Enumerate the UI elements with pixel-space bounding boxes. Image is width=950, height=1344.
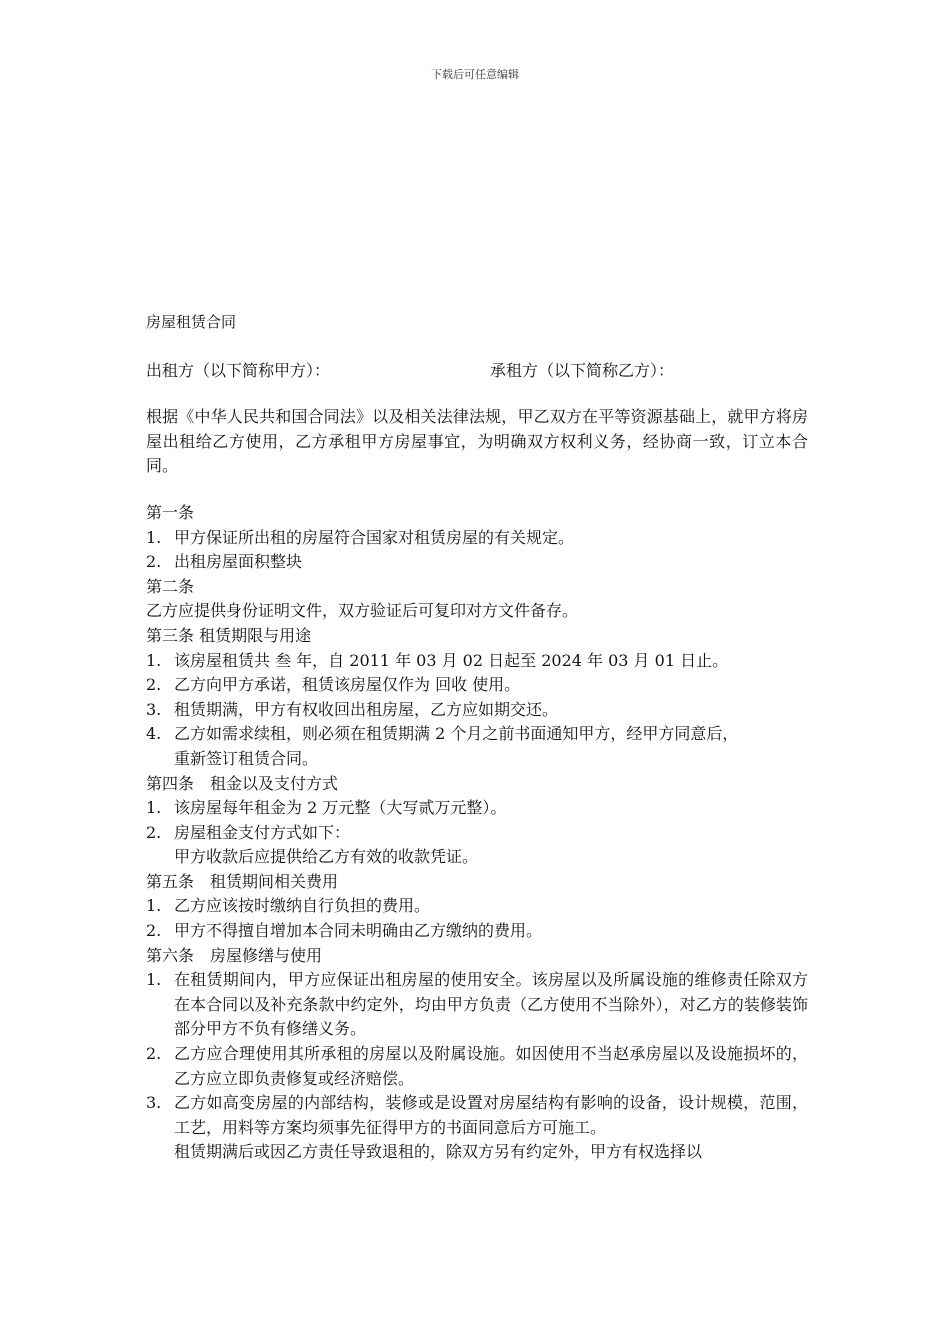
item-number: 3. (146, 1093, 162, 1113)
article-1-heading: 第一条 (146, 502, 195, 522)
article-5-item (146, 894, 808, 919)
intro-paragraph: 根据《中华人民共和国合同法》以及相关法律法规，甲乙双方在平等资源基础上，就甲方将房屋出租给乙方使用，乙方承租甲方房屋事宜，为明确双方权利义务，经协商一致，订立本合同。 (146, 407, 808, 476)
item-number: 1. (146, 527, 162, 547)
article-5-heading: 第五条 租赁期间相关费用 (146, 871, 339, 891)
item-text: 出租房屋面积整块 (174, 552, 303, 572)
article-6-item (146, 1042, 808, 1091)
item-text: 乙方应合理使用其所承租的房屋以及附属设施。如因使用不当赵承房屋以及设施损坏的，乙方应立即负责修复或经济赔偿。 (174, 1044, 808, 1088)
article-4-item (146, 821, 808, 846)
item-text: 甲方不得擅自增加本合同未明确由乙方缴纳的费用。 (174, 921, 543, 941)
lessor-label: 出租方（以下简称甲方）： (146, 360, 331, 380)
item-number: 1. (146, 798, 162, 818)
article-3-item (146, 698, 808, 723)
item-number: 4. (146, 724, 162, 744)
article-2-heading: 第二条 (146, 576, 195, 596)
article-3-item (146, 649, 808, 674)
item-number: 3. (146, 699, 162, 719)
article-3-item (146, 673, 808, 698)
item-text: 租赁期满，甲方有权收回出租房屋，乙方应如期交还。 (174, 699, 559, 719)
document-title: 房屋租赁合同 (146, 313, 237, 331)
contract-document (146, 310, 808, 1165)
article-2-text: 乙方应提供身份证明文件，双方验证后可复印对方文件备存。 (146, 601, 579, 621)
article-3-continuation: 重新签订租赁合同。 (174, 748, 319, 768)
item-number: 2. (146, 675, 162, 695)
article-3-item (146, 722, 808, 747)
article-6-continuation: 租赁期满后或因乙方责任导致退租的，除双方另有约定外，甲方有权选择以 (174, 1142, 703, 1162)
article-1-item (146, 526, 808, 551)
article-6-item (146, 968, 808, 1042)
item-text: 房屋租金支付方式如下： (174, 822, 351, 842)
article-6-heading: 第六条 房屋修缮与使用 (146, 945, 323, 965)
item-text: 该房屋每年租金为 2 万元整（大写贰万元整）。 (174, 798, 507, 818)
article-4-continuation: 甲方收款后应提供给乙方有效的收款凭证。 (174, 847, 479, 867)
article-4-item (146, 796, 808, 821)
item-text: 该房屋租赁共 叁 年，自 2011 年 03 月 02 日起至 2024 年 03 月 01 日止。 (174, 650, 729, 670)
item-number: 1. (146, 970, 162, 990)
item-number: 1. (146, 896, 162, 916)
lessee-label: 承租方（以下简称乙方）： (490, 360, 675, 380)
item-number: 2. (146, 822, 162, 842)
item-number: 1. (146, 650, 162, 670)
article-3-heading: 第三条 租赁期限与用途 (146, 625, 312, 645)
article-5-item (146, 919, 808, 944)
item-text: 乙方应该按时缴纳自行负担的费用。 (174, 896, 431, 916)
item-text: 乙方如需求续租，则必须在租赁期满 2 个月之前书面通知甲方，经甲方同意后， (174, 724, 739, 744)
item-number: 2. (146, 552, 162, 572)
item-text: 乙方向甲方承诺，租赁该房屋仅作为 回收 使用。 (174, 675, 521, 695)
item-number: 2. (146, 921, 162, 941)
item-text: 在租赁期间内，甲方应保证出租房屋的使用安全。该房屋以及所属设施的维修责任除双方在本合同以及补充条款中约定外，均由甲方负责（乙方使用不当除外），对乙方的装修装饰部分甲方不负有修缮义务。 (174, 970, 808, 1039)
parties-line (146, 359, 808, 384)
article-4-heading: 第四条 租金以及支付方式 (146, 773, 339, 793)
item-text: 甲方保证所出租的房屋符合国家对租赁房屋的有关规定。 (174, 527, 575, 547)
article-1-item (146, 550, 808, 575)
item-number: 2. (146, 1044, 162, 1064)
article-6-item (146, 1091, 808, 1140)
header-note: 下载后可任意编辑 (431, 68, 519, 81)
item-text: 乙方如高变房屋的内部结构，装修或是设置对房屋结构有影响的设备，设计规模，范围，工艺，用料等方案均须事先征得甲方的书面同意后方可施工。 (174, 1093, 808, 1137)
